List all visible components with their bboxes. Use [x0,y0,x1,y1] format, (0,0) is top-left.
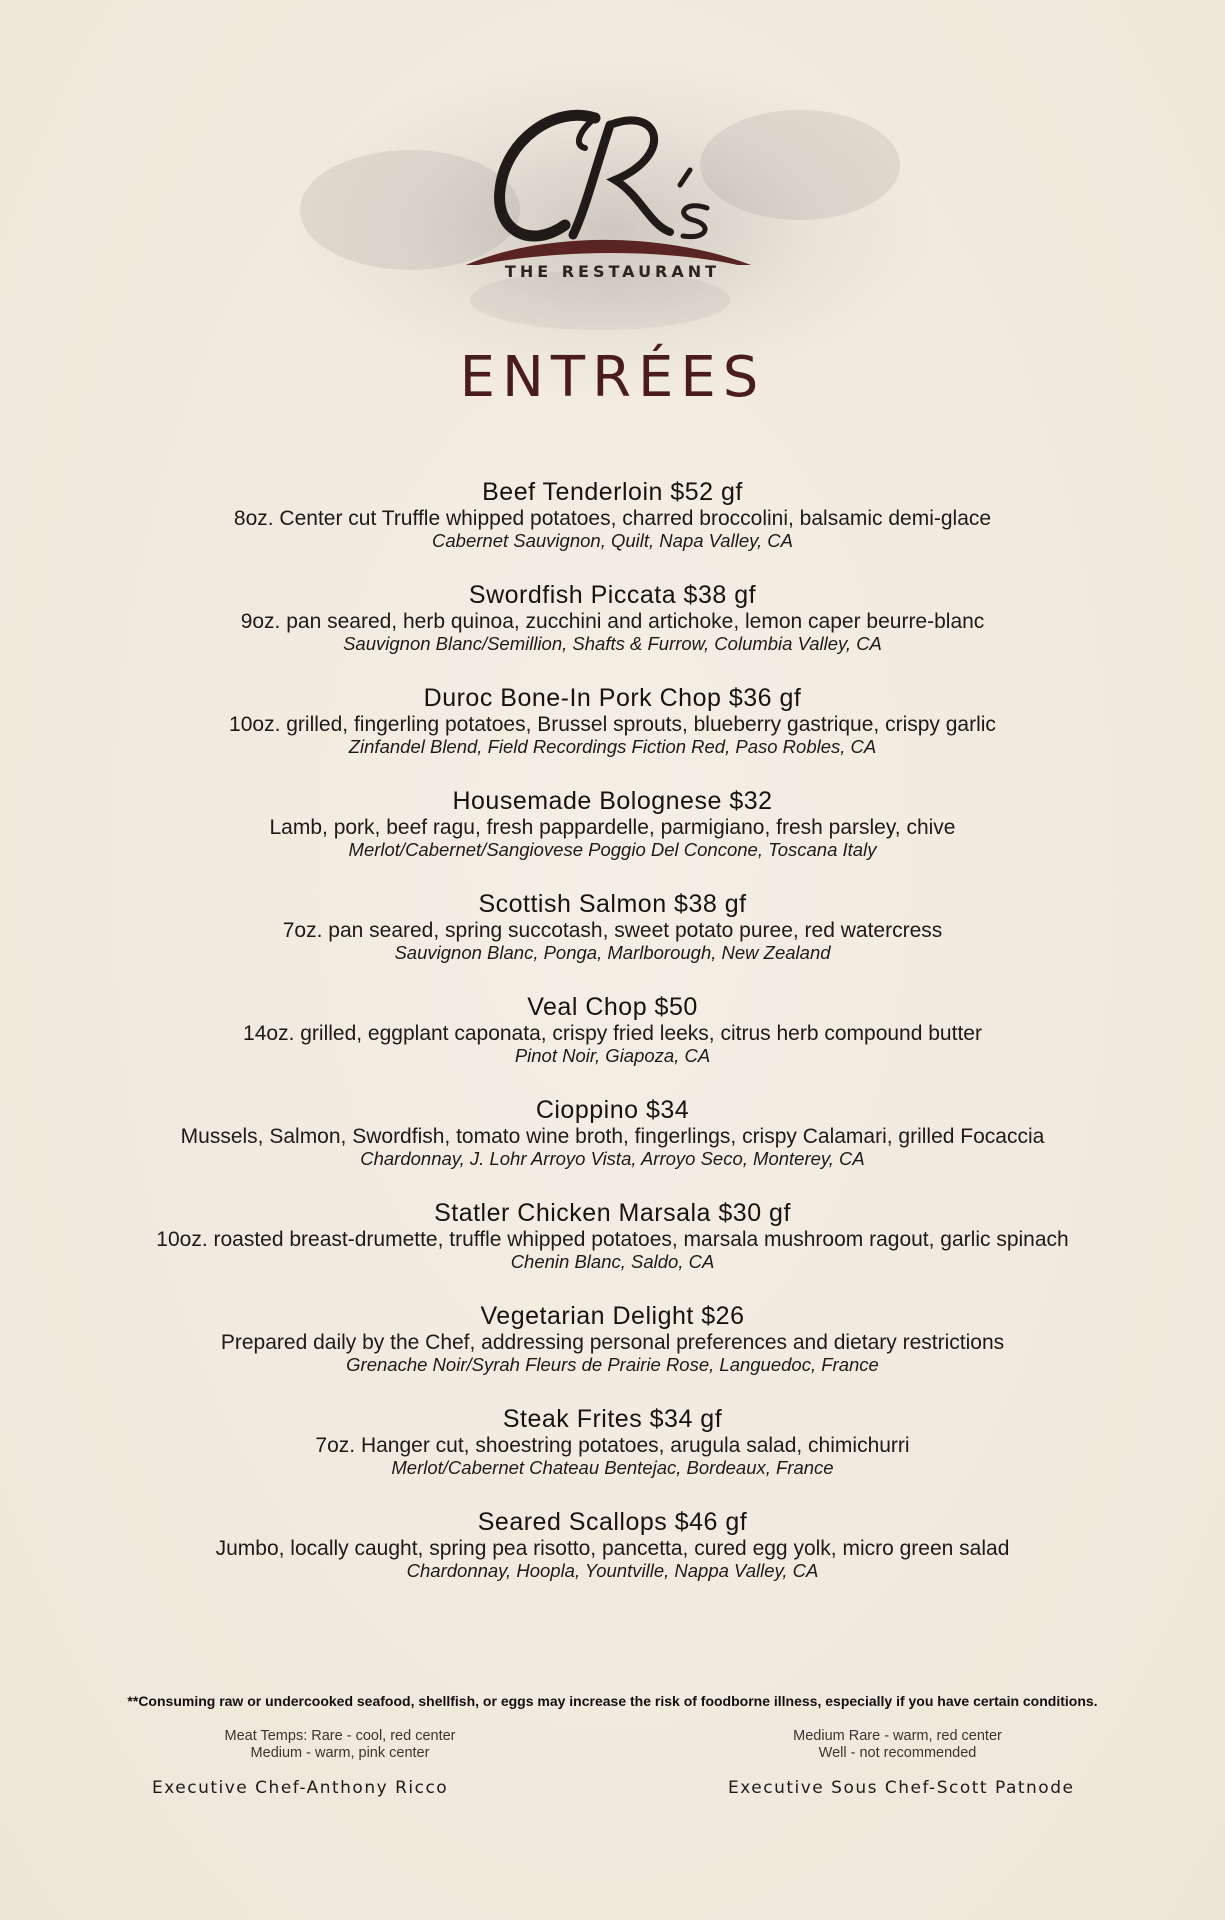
temps-line: Well - not recommended [818,1745,977,1761]
temps-line: Meat Temps: Rare - cool, red center [224,1728,456,1744]
menu-item-description: 9oz. pan seared, herb quinoa, zucchini and artichoke, lemon caper beurre-blanc [240,610,985,633]
menu-item-name: Steak Frites $34 gf [502,1405,723,1433]
temps-line: Medium - warm, pink center [250,1745,430,1761]
menu-item-wine-pairing: Chenin Blanc, Saldo, CA [510,1251,715,1272]
menu-item [130,580,1095,655]
menu-item-wine-pairing: Pinot Noir, Giapoza, CA [514,1045,711,1066]
menu-list [130,477,1095,1610]
menu-item-wine-pairing: Zinfandel Blend, Field Recordings Fiction Red, Paso Robles, CA [348,736,877,757]
menu-item-description: Mussels, Salmon, Swordfish, tomato wine broth, fingerlings, crispy Calamari, grilled Focaccia [180,1125,1045,1148]
menu-item-description: Lamb, pork, beef ragu, fresh pappardelle, parmigiano, fresh parsley, chive [269,816,956,839]
menu-item-name: Vegetarian Delight $26 [480,1302,745,1330]
menu-item-name: Cioppino $34 [535,1096,690,1124]
menu-item-name: Statler Chicken Marsala $30 gf [434,1199,791,1227]
executive-sous-chef: Executive Sous Chef-Scott Patnode [728,1778,1075,1798]
restaurant-logo [445,100,780,290]
menu-item [130,1095,1095,1170]
executive-chef: Executive Chef-Anthony Ricco [152,1778,449,1798]
menu-item [130,683,1095,758]
menu-item-wine-pairing: Grenache Noir/Syrah Fleurs de Prairie Rose, Languedoc, France [346,1354,879,1375]
menu-item [130,477,1095,552]
logo-subtitle: THE RESTAURANT [504,262,721,281]
menu-item [130,889,1095,964]
food-safety-warning: **Consuming raw or undercooked seafood, shellfish, or eggs may increase the risk of foodborne illness, especially if you have certain conditions. [127,1693,1098,1709]
menu-item-wine-pairing: Merlot/Cabernet/Sangiovese Poggio Del Concone, Toscana Italy [348,839,877,860]
menu-item [130,1404,1095,1479]
menu-item-description: 8oz. Center cut Truffle whipped potatoes, charred broccolini, balsamic demi-glace [233,507,992,530]
temps-line: Medium Rare - warm, red center [793,1728,1002,1744]
menu-item-wine-pairing: Merlot/Cabernet Chateau Bentejac, Bordeaux, France [391,1457,834,1478]
menu-item-name: Housemade Bolognese $32 [452,787,773,815]
menu-item-name: Swordfish Piccata $38 gf [468,581,757,609]
menu-item-name: Seared Scallops $46 gf [477,1508,748,1536]
menu-item [130,786,1095,861]
menu-item [130,1507,1095,1582]
menu-item [130,1198,1095,1273]
menu-item-wine-pairing: Chardonnay, J. Lohr Arroyo Vista, Arroyo Seco, Monterey, CA [360,1148,865,1169]
page-title: ENTRÉES [459,345,766,410]
menu-item-wine-pairing: Sauvignon Blanc/Semillion, Shafts & Furrow, Columbia Valley, CA [343,633,882,654]
menu-item-description: 7oz. pan seared, spring succotash, sweet potato puree, red watercress [282,919,943,942]
menu-item-wine-pairing: Sauvignon Blanc, Ponga, Marlborough, New Zealand [394,942,831,963]
meat-temps-right [725,1728,1070,1762]
menu-item-wine-pairing: Cabernet Sauvignon, Quilt, Napa Valley, CA [432,530,793,551]
menu-item [130,1301,1095,1376]
meat-temps-left [180,1728,500,1762]
menu-item-name: Veal Chop $50 [527,993,698,1021]
menu-item-description: Prepared daily by the Chef, addressing personal preferences and dietary restrictions [220,1331,1005,1354]
menu-item-description: 10oz. roasted breast-drumette, truffle whipped potatoes, marsala mushroom ragout, garlic spinach [156,1228,1069,1251]
menu-item-name: Duroc Bone-In Pork Chop $36 gf [423,684,802,712]
menu-item-description: Jumbo, locally caught, spring pea risotto, pancetta, cured egg yolk, micro green salad [215,1537,1010,1560]
menu-item-description: 14oz. grilled, eggplant caponata, crispy fried leeks, citrus herb compound butter [243,1022,982,1045]
logo-script-mark [445,100,780,265]
menu-item-description: 10oz. grilled, fingerling potatoes, Brussel sprouts, blueberry gastrique, crispy garlic [229,713,996,736]
menu-item-name: Scottish Salmon $38 gf [478,890,747,918]
menu-item-wine-pairing: Chardonnay, Hoopla, Yountville, Nappa Valley, CA [406,1560,819,1581]
menu-item [130,992,1095,1067]
menu-item-description: 7oz. Hanger cut, shoestring potatoes, arugula salad, chimichurri [315,1434,910,1457]
menu-item-name: Beef Tenderloin $52 gf [482,478,743,506]
